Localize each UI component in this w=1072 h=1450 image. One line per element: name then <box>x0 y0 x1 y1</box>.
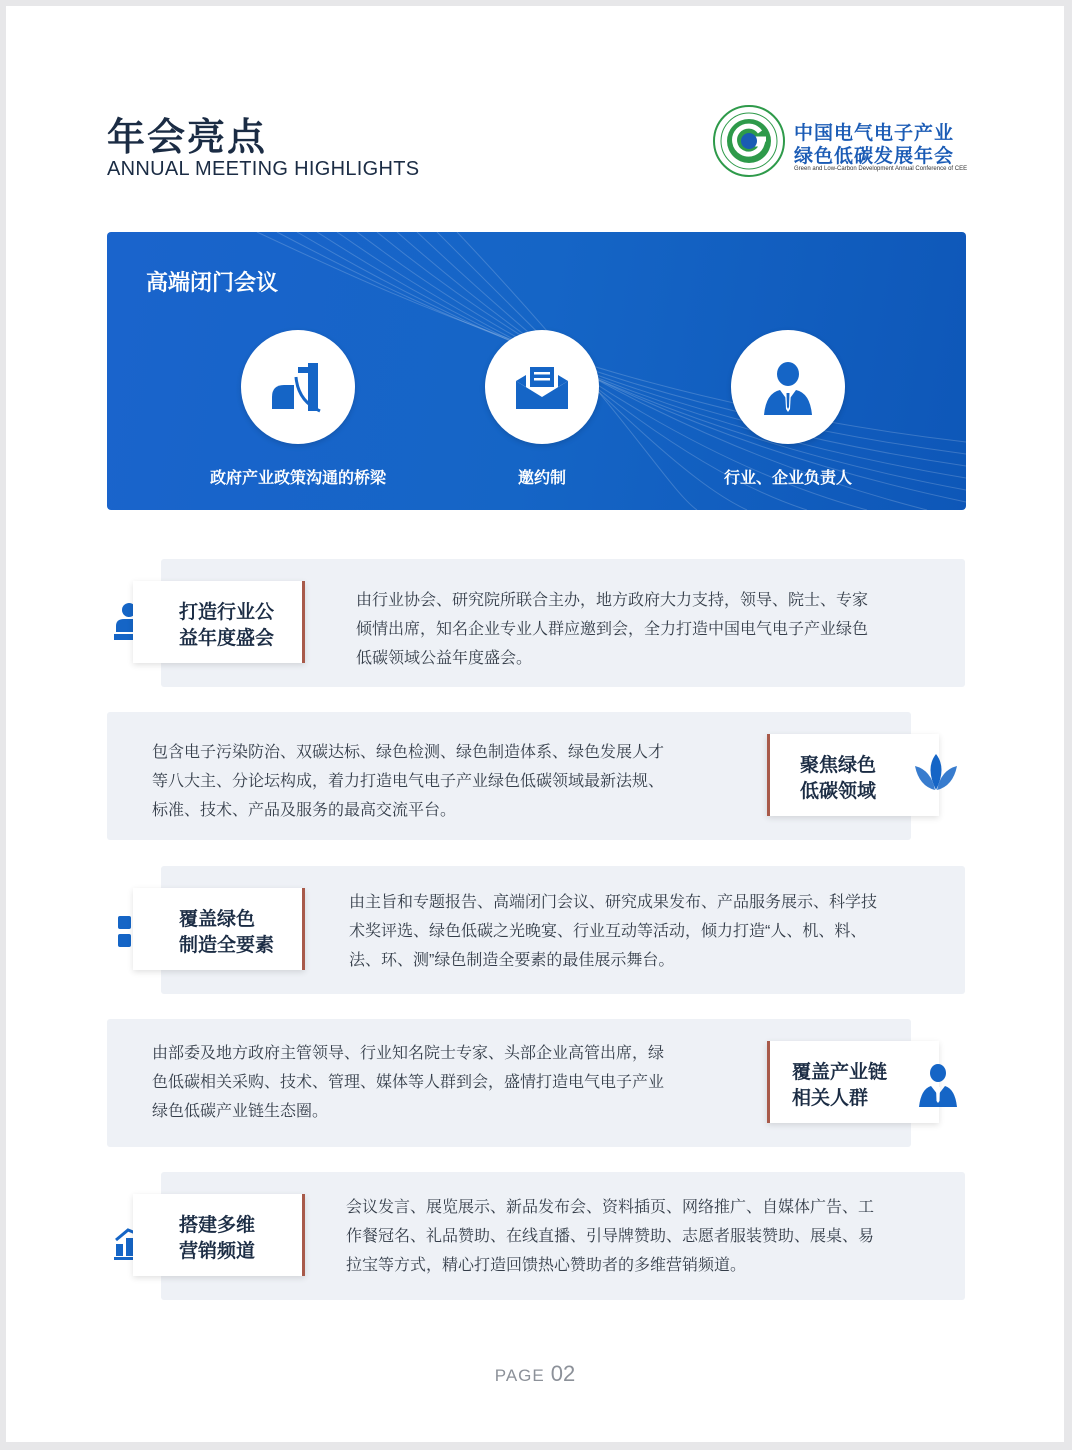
page-subtitle: ANNUAL MEETING HIGHLIGHTS <box>107 158 420 180</box>
highlight-text-line: 绿色低碳产业链生态圈。 <box>152 1103 329 1120</box>
highlight-text-line: 低碳领域公益年度盛会。 <box>356 650 533 667</box>
highlight-description <box>356 586 868 673</box>
highlight-row <box>6 866 1064 996</box>
bridge-icon <box>268 357 328 417</box>
business-person-icon <box>758 357 818 417</box>
banner-item-bridge <box>178 330 418 488</box>
highlight-text-line: 法、环、测”绿色制造全要素的最佳展示舞台。 <box>349 952 675 969</box>
conference-logo-icon <box>712 104 786 178</box>
highlight-tag-line2: 益年度盛会 <box>179 628 275 649</box>
banner-title: 高端闭门会议 <box>146 270 279 295</box>
highlight-text-line: 术奖评选、绿色低碳之光晚宴、行业互动等活动，倾力打造“人、机、料、 <box>349 923 867 940</box>
logo-english-name: Green and Low-Carbon Development Annual Conference of CEE <box>794 166 968 172</box>
banner-item-label: 政府产业政策沟通的桥梁 <box>209 470 386 487</box>
businessman-icon <box>915 1061 961 1107</box>
highlight-text-line: 等八大主、分论坛构成，着力打造电气电子产业绿色低碳领域最新法规、 <box>152 773 665 790</box>
highlight-row <box>6 712 1064 842</box>
highlight-tag <box>767 1041 939 1123</box>
highlight-text-line: 拉宝等方式，精心打造回馈热心赞助者的多维营销频道。 <box>346 1257 747 1274</box>
highlight-tag-line2: 营销频道 <box>179 1241 256 1262</box>
highlight-text-line: 标准、技术、产品及服务的最高交流平台。 <box>152 802 457 819</box>
highlight-tag <box>133 581 305 663</box>
highlight-description <box>152 738 664 825</box>
page-label: PAGE <box>494 1366 545 1385</box>
highlight-description <box>346 1193 874 1280</box>
highlight-tag-line1: 覆盖产业链 <box>792 1062 888 1083</box>
highlight-row <box>6 1019 1064 1149</box>
highlight-text-line: 会议发言、展览展示、新品发布会、资料插页、网络推广、自媒体广告、工 <box>346 1199 875 1216</box>
banner-item-label: 邀约制 <box>517 470 566 487</box>
banner-item-circle <box>731 330 845 444</box>
page-title: 年会亮点 <box>107 117 268 159</box>
page <box>6 6 1064 1442</box>
banner-item-leaders <box>668 330 908 488</box>
envelope-icon <box>512 357 572 417</box>
highlight-text-line: 作餐冠名、礼品赞助、在线直播、引导牌赞助、志愿者服装赞助、展桌、易 <box>346 1228 875 1245</box>
highlight-tag-line2: 低碳领域 <box>800 781 877 802</box>
highlight-text-line: 色低碳相关采购、技术、管理、媒体等人群到会，盛情打造电气电子产业 <box>152 1074 665 1091</box>
page-footer <box>6 1361 1064 1387</box>
highlight-text-line: 包含电子污染防治、双碳达标、绿色检测、绿色制造体系、绿色发展人才 <box>152 744 665 761</box>
closed-door-meeting-banner <box>107 232 966 510</box>
highlight-tag <box>133 1194 305 1276</box>
banner-item-label: 行业、企业负责人 <box>723 470 852 487</box>
banner-item-circle <box>485 330 599 444</box>
highlight-tag-line2: 制造全要素 <box>179 935 275 956</box>
highlight-row <box>6 559 1064 689</box>
highlight-tag-line1: 打造行业公 <box>179 602 275 623</box>
highlight-row <box>6 1172 1064 1302</box>
highlight-text-line: 倾情出席，知名企业专业人群应邀到会，全力打造中国电气电子产业绿色 <box>356 621 869 638</box>
conference-logo <box>712 104 972 184</box>
highlight-tag <box>133 888 305 970</box>
logo-name-line2: 绿色低碳发展年会 <box>794 146 955 167</box>
highlight-text-line: 由主旨和专题报告、高端闭门会议、研究成果发布、产品服务展示、科学技 <box>349 894 878 911</box>
banner-item-circle <box>241 330 355 444</box>
highlight-tag-line1: 覆盖绿色 <box>179 909 256 930</box>
highlight-description <box>152 1039 664 1126</box>
highlight-description <box>349 888 877 975</box>
leaf-icon <box>913 750 959 796</box>
highlight-tag-line1: 搭建多维 <box>179 1215 256 1236</box>
logo-name-line1: 中国电气电子产业 <box>794 123 955 144</box>
page-number: 02 <box>550 1361 576 1386</box>
highlight-text-line: 由行业协会、研究院所联合主办，地方政府大力支持，领导、院士、专家 <box>356 592 869 609</box>
highlight-tag-line1: 聚焦绿色 <box>800 755 877 776</box>
highlight-text-line: 由部委及地方政府主管领导、行业知名院士专家、头部企业高管出席，绿 <box>152 1045 665 1062</box>
banner-item-invitation <box>422 330 662 488</box>
highlight-tag-line2: 相关人群 <box>792 1088 869 1109</box>
